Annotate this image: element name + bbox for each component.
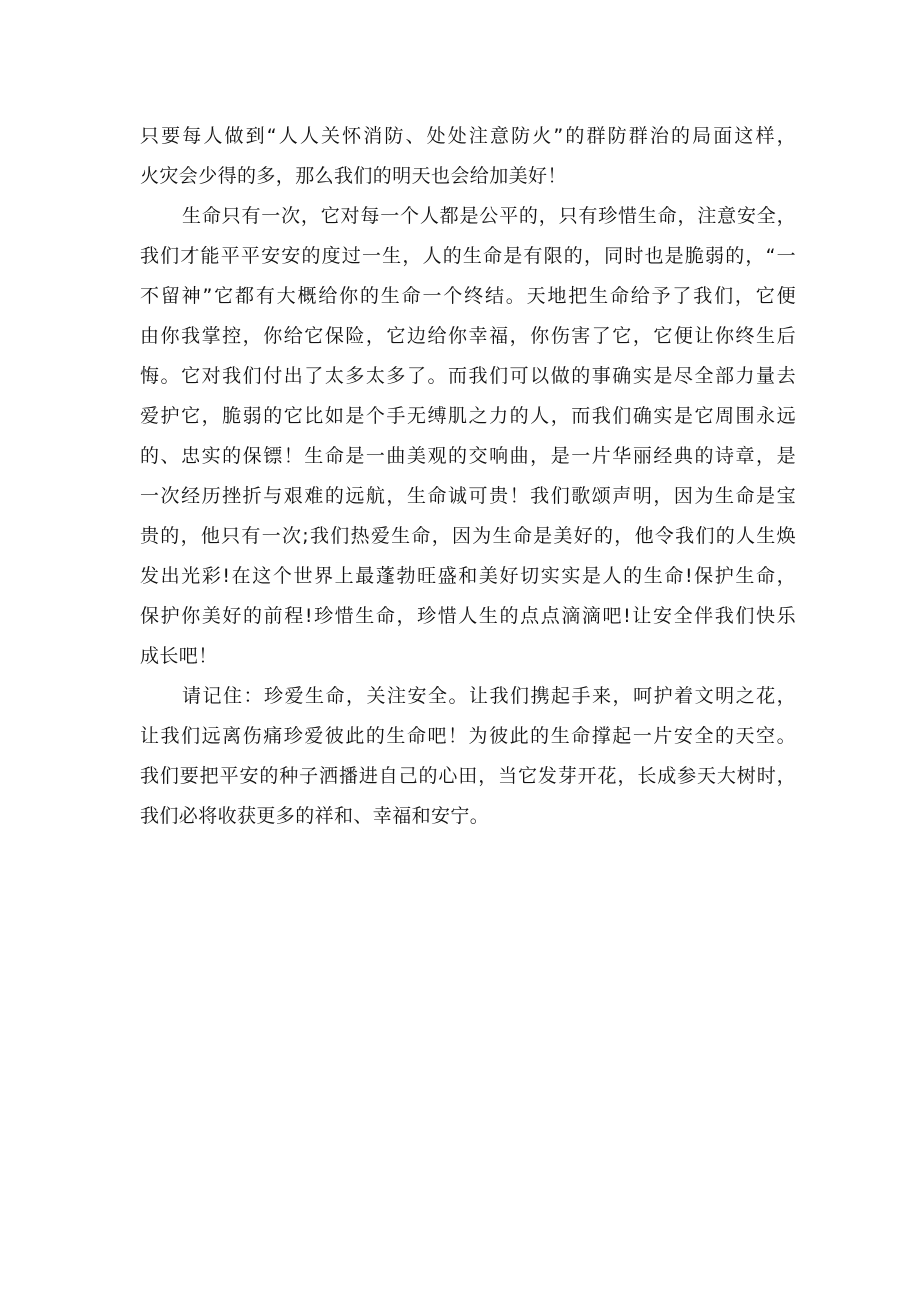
paragraph-2-line-1: 生命只有一次，它对每一个人都是公平的，只有珍惜生命，注意安全，: [182, 205, 796, 227]
paragraph-2-line-7: 的、忠实的保镖！生命是一曲美观的交响曲，是一片华丽经典的诗章，是: [140, 445, 796, 467]
paragraph-2-line-11: 保护你美好的前程!珍惜生命，珍惜人生的点点滴滴吧!让安全伴我们快乐: [140, 605, 796, 627]
paragraph-2-line-2: 我们才能平平安安的度过一生，人的生命是有限的，同时也是脆弱的，“一: [140, 245, 796, 267]
paragraph-2-line-3: 不留神”它都有大概给你的生命一个终结。天地把生命给予了我们，它便: [140, 285, 796, 307]
paragraph-3-line-4: 我们必将收获更多的祥和、幸福和安宁。: [140, 805, 490, 827]
paragraph-2-line-12: 成长吧！: [140, 645, 218, 667]
paragraph-3-line-2: 让我们远离伤痛珍爱彼此的生命吧！为彼此的生命撑起一片安全的天空。: [140, 725, 796, 747]
paragraph-2-line-8: 一次经历挫折与艰难的远航，生命诚可贵！我们歌颂声明，因为生命是宝: [140, 485, 796, 507]
paragraph-2-line-4: 由你我掌控，你给它保险，它边给你幸福，你伤害了它，它便让你终生后: [140, 325, 796, 347]
paragraph-2-line-10: 发出光彩!在这个世界上最蓬勃旺盛和美好切实实是人的生命!保护生命，: [140, 565, 796, 587]
paragraph-2-line-5: 悔。它对我们付出了太多太多了。而我们可以做的事确实是尽全部力量去: [140, 365, 796, 387]
paragraph-1-line-2: 火灾会少得的多，那么我们的明天也会给加美好！: [140, 165, 567, 187]
paragraph-2-line-6: 爱护它，脆弱的它比如是个手无缚肌之力的人，而我们确实是它周围永远: [140, 405, 796, 427]
paragraph-2-line-9: 贵的，他只有一次;我们热爱生命，因为生命是美好的，他令我们的人生焕: [140, 525, 796, 547]
paragraph-3-line-1: 请记住：珍爱生命，关注安全。让我们携起手来，呵护着文明之花，: [182, 685, 796, 707]
paragraph-1-line-1: 只要每人做到“人人关怀消防、处处注意防火”的群防群治的局面这样，: [140, 125, 796, 147]
paragraph-3-line-3: 我们要把平安的种子洒播进自己的心田，当它发芽开花，长成参天大树时，: [140, 765, 796, 787]
document-body: [140, 116, 796, 836]
